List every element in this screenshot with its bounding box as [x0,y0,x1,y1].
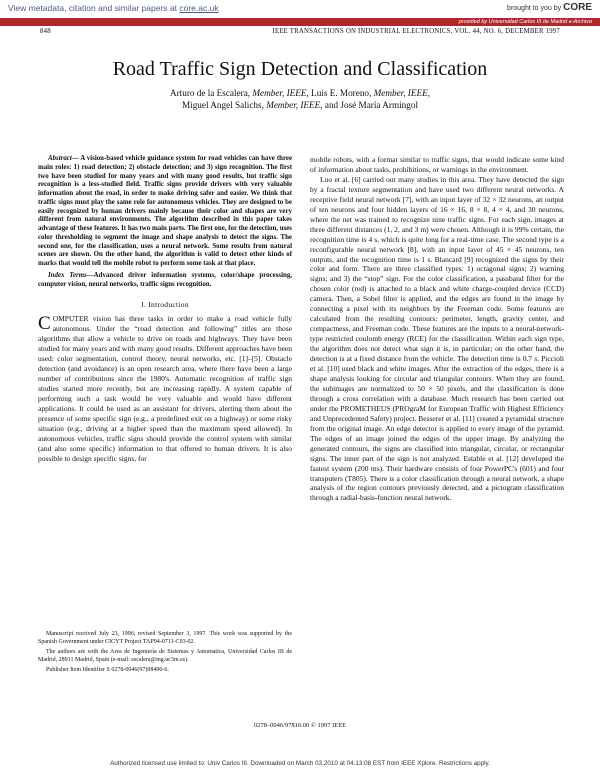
provider-text[interactable]: provided by Universidad Carlos III de Madrid e-Archivo [458,19,592,25]
author-list [0,87,600,111]
license-footer: Authorized licensed use limited to: Univ Carlos III. Downloaded on March 03,2010 at 04:13:08 EST from IEEE Xplore. Restrictions apply. [110,760,490,767]
left-column [38,155,292,464]
author-2-role: Member, IEEE, [373,88,430,98]
paper-title: Road Traffic Sign Detection and Classification [112,58,488,80]
author-3-role: Member, IEEE, [266,100,323,110]
brought-by [507,2,592,13]
intro-text: OMPUTER vision has three tasks in order to make a road vehicle fully autonomous. Under the “road detection and following” titles are those algorithms that allow a vehicle to drive on roads and highways. They have been studied for many years and with many good results. Different approaches have been used: color segmentation, control theory, neural networks, etc. [1]–[5]. Obstacle detection (and avoidance) is an open research area, where there have been a large number of contributions since the 1980's. Automatic recognition of traffic sign studies started more recently, but are increasing rapidly. A system capable of performing such a task would be very valuable and would have different applications. It could be used as an assistant for drivers, alerting them about the presence of some specific sign (e.g., a predefined exit on a highway) or some risky situation (e.g., driving at a higher speed than the maximum speed allowed). In autonomous vehicles, traffic signs should provide the control system with similar (and also some specific) information to that offered to human drivers. It is also possible to design specific signs, for [38,314,292,463]
abstract-text: A vision-based vehicle guidance system for road vehicles can have three main roles: 1) road detection; 2) obstacle detection; and 3) sign recognition. The first two have been studied for many years and with many good results, but traffic sign recognition is a less-studied field. Traffic signs provide drivers with very valuable information about the road, in order to make driving safer and easier. We think that traffic signs must play the same role for autonomous vehicles. They are designed to be easily recognized by human drivers mainly because their color and shapes are very different from natural environments. The algorithm described in this paper takes advantage of these features. It has two main parts. The first one, for the detection, uses color thresholding to segment the image and shape analysis to detect the signs. The second one, for the classification, uses a neural network. Some results from natural scenes are shown. On the other hand, the algorithm is valid to detect other kinds of marks that would tell the mobile robot to perform some task at that place. [38,155,292,267]
right-column [310,155,564,503]
right-paragraph-2: Luo et al. [6] carried out many studies in this area. They have detected the sign by a fractal texture segmentation and have used two different neural networks. A receptive field neural network [7], with an input layer of 32 × 32 neurons, an output of ten neurons and four hidden layers of 16 × 16, 8 × 8, 4 × 4, and 30 neurons, where the net was trained to recognize nine traffic signs. For each sign, images at three different distances (1, 2, and 3 m) were chosen. Although it is 99% certain, the recognition time is 4 s, which is quite long for a real-time case. The second type is a reconfigurable neural network [8], with an input layer of 45 × 45 neurons, ten outputs, and the recognition time is 1 s. Blancard [9] recognized the signs by their color and form. There are three classified types: 1) octagonal signs; 2) warning signs; and 3) the “stop” sign. For the color classification, a passband filter for the chosen color (red) is attached to a black and white charge-coupled device (CCD) camera. Then, a Sobel filter is applied, and the edges are found in the image by connecting a pixel with its neighbors by the Freeman code. Some features are calculated from the resulting contours: perimeter, length, gravity center, and compactness, and Freeman code. These features are the inputs to a neural-network-type restricted coulomb energy (RCE) for the classification. Within each sign type, the algorithm does not detect what sign it is, in particular; on the other hand, the detection is at a fixed distance from the vehicle. The detection time is 0.7 s. Piccioli et al. [10] used black and white images. After the extraction of the edges, there is a shape analysis looking for circular and triangular contours. When they are found, the subimages are normalized to 50 × 50 pixels, and the classification is done through a cross correlation with a database. Much research has been carried out under the PROMETHEUS (PROgraM for European Traffic with Highest Efficiency and Unprecedented Safety) project. Besserer et al. [11] created a pyramidal structure from the original image. An edge detector is applied to every image of the pyramid. The edges of an image joined the edges of the upper image. By analyzing the generated contours, the signs are classified into triangular, circular, or rectangular signs. The inner part of the sign is not analyzed. Estable et al. [12] developed the fastest system (200 ms). Their hardware consists of four PowerPC's (601) and four transputers (T805). There is a color classification through a neural network, a shape analysis of the region contours previously detected, and a pictogram classification through a radial-basis-function neural network. [310,174,564,503]
footnote-affiliation: The authors are with the Area de Ingeniería de Sistemas y Automatica, Universidad Carlos III de Madrid, 28911 Madrid, Spain (e-mail: escalera@ing.uc3m.es). [38,649,292,663]
metadata-notice [8,3,219,13]
index-terms-label: Index Terms— [48,271,94,279]
abstract-label: Abstract— [48,155,79,162]
core-link[interactable]: core.ac.uk [179,3,219,13]
footnotes [38,631,292,678]
drop-cap: C [38,313,51,335]
page-number: 848 [40,28,51,35]
footnote-identifier: Publisher Item Identifier S 0278-0046(97)08490-6. [46,667,169,673]
index-terms-text: Advanced driver information systems, color/shape processing, computer vision, neural networks, traffic signs recognition. [38,271,292,288]
footnote-manuscript: Manuscript received July 23, 1996; revised September 3, 1997. This work was supported by the Spanish Government under CICYT Project TAP94-0711-C03-02. [38,631,292,645]
copyright-line: 0278–0046/97$10.00 © 1997 IEEE [253,722,347,729]
section-heading: I. Introduction [141,300,189,310]
author-3: Miguel Angel Salichs, [181,100,264,110]
author-1: Arturo de la Escalera, [169,88,251,98]
brought-by-text: brought to you by [507,5,562,12]
author-1-role: Member, IEEE, [252,88,309,98]
intro-paragraph [38,314,292,463]
index-terms [38,272,292,290]
author-2: Luis E. Moreno, [311,88,372,98]
core-logo[interactable]: CORE [563,2,592,13]
right-paragraph-1: mobile robots, with a format similar to traffic signs, that would indicate some kind of information about tasks, prohibitions, or warnings in the environment. [310,155,564,174]
journal-name: IEEE TRANSACTIONS ON INDUSTRIAL ELECTRONICS, VOL. 44, NO. 6, DECEMBER 1997 [272,28,560,35]
provider-bar [0,18,600,26]
author-4: and José María Armingol [324,100,419,110]
metadata-text: View metadata, citation and similar papers at [8,3,177,13]
abstract [38,155,292,269]
